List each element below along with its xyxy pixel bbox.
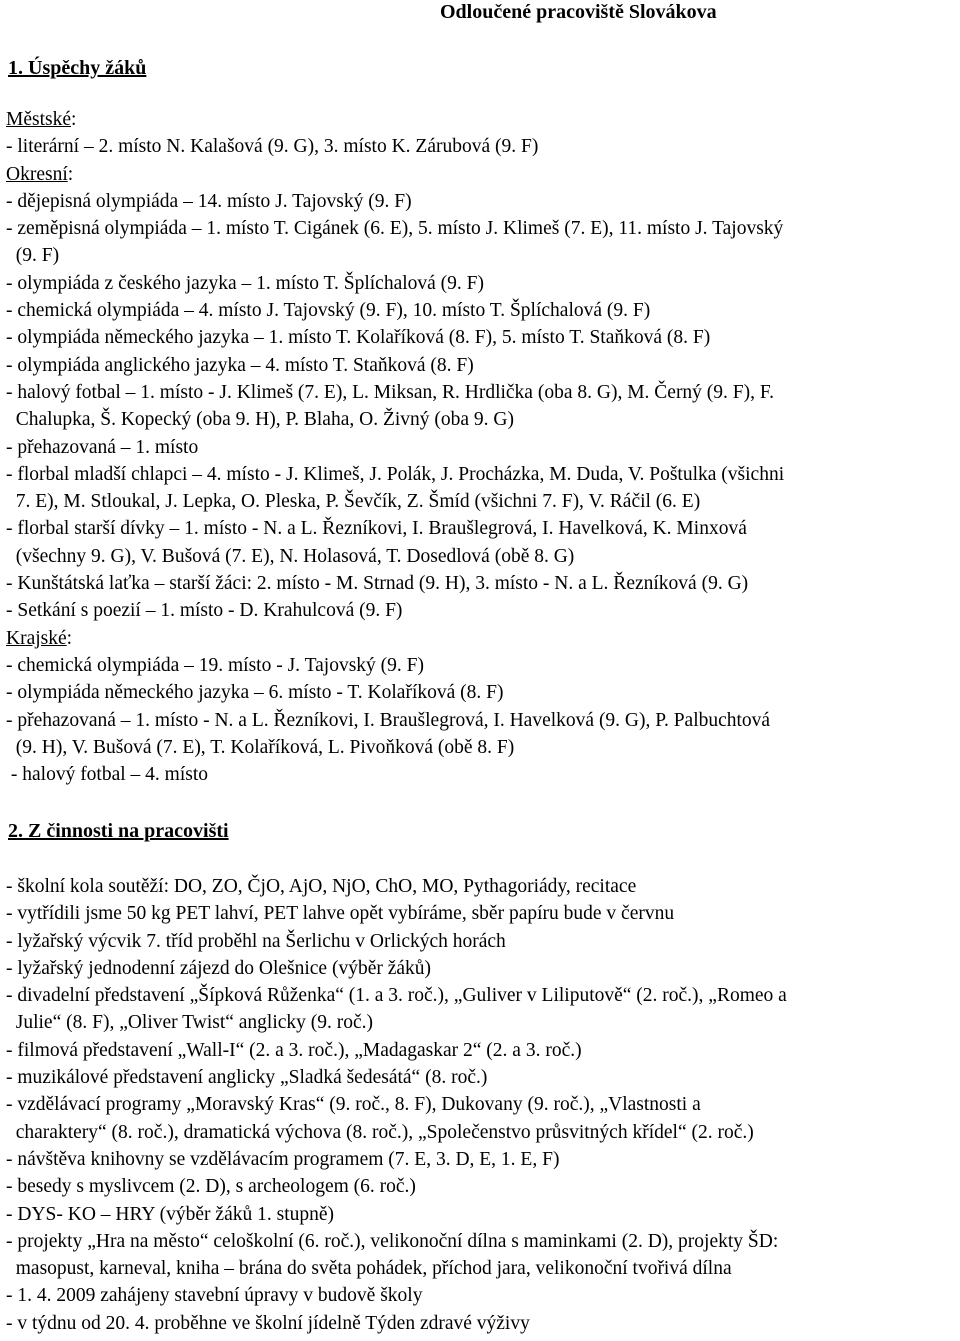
list-item: - Kunštátská laťka – starší žáci: 2. místo - M. Strnad (9. H), 3. místo - N. a L. Řezníková (9. G) [6,573,749,595]
section-2-list [6,873,956,1337]
list-item: - olympiáda z českého jazyka – 1. místo T. Šplíchalová (9. F) [6,272,484,294]
list-item: - divadelní představení „Šípková Růženka“ (1. a 3. roč.), „Guliver v Liliputově“ (2. roč.), „Romeo a [6,985,787,1007]
list-item: - muzikálové představení anglicky „Sladká šedesátá“ (8. roč.) [6,1067,488,1089]
list-item: - zeměpisná olympiáda – 1. místo T. Cigánek (6. E), 5. místo J. Klimeš (7. E), 11. místo J. Tajovský [6,218,784,240]
list-item: - vzdělávací programy „Moravský Kras“ (9. roč., 8. F), Dukovany (9. roč.), „Vlastnosti a [6,1094,701,1116]
list-item: - návštěva knihovny se vzdělávacím programem (7. E, 3. D, E, 1. E, F) [6,1148,560,1170]
list-item: - Setkání s poezií – 1. místo - D. Krahulcová (9. F) [6,600,403,622]
list-item: - florbal mladší chlapci – 4. místo - J. Klimeš, J. Polák, J. Procházka, M. Duda, V. Poštulka (všichni [6,463,785,485]
list-item: - florbal starší dívky – 1. místo - N. a L. Řezníkovi, I. Braušlegrová, I. Havelková, K. Minxová [6,518,747,540]
list-item: (všechny 9. G), V. Bušová (7. E), N. Holasová, T. Dosedlová (obě 8. G) [6,545,575,567]
list-item: - školní kola soutěží: DO, ZO, ČjO, AjO, NjO, ChO, MO, Pythagoriády, recitace [6,876,637,897]
list-item: - lyžařský výcvik 7. tříd proběhl na Šerlichu v Orlických horách [6,930,506,952]
list-item: - olympiáda anglického jazyka – 4. místo T. Staňková (8. F) [6,354,474,376]
list-item: Chalupka, Š. Kopecký (oba 9. H), P. Blaha, O. Živný (oba 9. G) [6,409,514,431]
list-item: - halový fotbal – 1. místo - J. Klimeš (7. E), L. Miksan, R. Hrdlička (oba 8. G), M. Černý (9. F), F. [6,381,775,403]
list-item: masopust, karneval, kniha – brána do světa pohádek, příchod jara, velikonoční tvořivá dílna [6,1258,732,1280]
category-mestske: Městské: [6,109,77,130]
category-okresni: Okresní: [6,163,74,185]
krajske-list [6,652,956,788]
category-label: Krajské [6,627,67,649]
list-item: - olympiáda německého jazyka – 6. místo - T. Kolaříková (8. F) [6,682,504,704]
list-item: - chemická olympiáda – 4. místo J. Tajovský (9. F), 10. místo T. Šplíchalová (9. F) [6,300,651,322]
section-1-title: 1. Úspěchy žáků [8,57,147,79]
list-item: - vytřídili jsme 50 kg PET lahví, PET lahve opět vybíráme, sběr papíru bude v červnu [6,903,675,925]
list-item: - přehazovaná – 1. místo [6,436,199,458]
list-item: - literární – 2. místo N. Kalašová (9. G), 3. místo K. Zárubová (9. F) [6,136,539,158]
mestske-list [6,133,956,160]
list-item: - lyžařský jednodenní zájezd do Olešnice (výběr žáků) [6,957,432,979]
list-item: (9. F) [6,245,60,267]
list-item: - filmová představení „Wall-I“ (2. a 3. roč.), „Madagaskar 2“ (2. a 3. roč.) [6,1039,582,1061]
list-item: - projekty „Hra na město“ celoškolní (6. roč.), velikonoční dílna s maminkami (2. D), projekty ŠD: [6,1230,779,1252]
category-krajske: Krajské: [6,627,73,649]
category-label: Městské [6,109,71,130]
list-item: Julie“ (8. F), „Oliver Twist“ anglicky (9. roč.) [6,1012,374,1034]
list-item: (9. H), V. Bušová (7. E), T. Kolaříková, L. Pivoňková (obě 8. F) [6,736,515,758]
mestske-block [6,106,956,788]
list-item: - halový fotbal – 4. místo [6,764,209,786]
list-item: 7. E), M. Stloukal, J. Lepka, O. Pleska, P. Ševčík, Z. Šmíd (všichni 7. F), V. Ráčil (6. E) [6,491,701,513]
list-item: - dějepisná olympiáda – 14. místo J. Tajovský (9. F) [6,190,412,212]
list-item: - 1. 4. 2009 zahájeny stavební úpravy v budově školy [6,1285,423,1307]
list-item: - chemická olympiáda – 19. místo - J. Tajovský (9. F) [6,654,425,676]
list-item: - v týdnu od 20. 4. proběhne ve školní jídelně Týden zdravé výživy [6,1312,530,1334]
page-title: Odloučené pracoviště Slovákova [440,1,717,23]
section-2-title: 2. Z činnosti na pracovišti [8,820,229,842]
list-item: - přehazovaná – 1. místo - N. a L. Řezníkovi, I. Braušlegrová, I. Havelková (9. G), P. Palbuchtová [6,709,771,731]
list-item: - DYS- KO – HRY (výběr žáků 1. stupně) [6,1203,335,1225]
okresni-list [6,188,956,625]
list-item: - besedy s myslivcem (2. D), s archeologem (6. roč.) [6,1176,416,1198]
list-item: - olympiáda německého jazyka – 1. místo T. Kolaříková (8. F), 5. místo T. Staňková (8. F) [6,327,711,349]
category-label: Okresní [6,163,68,185]
list-item: charaktery“ (8. roč.), dramatická výchova (8. roč.), „Společenstvo průsvitných křídel“ (2. roč.) [6,1121,754,1143]
